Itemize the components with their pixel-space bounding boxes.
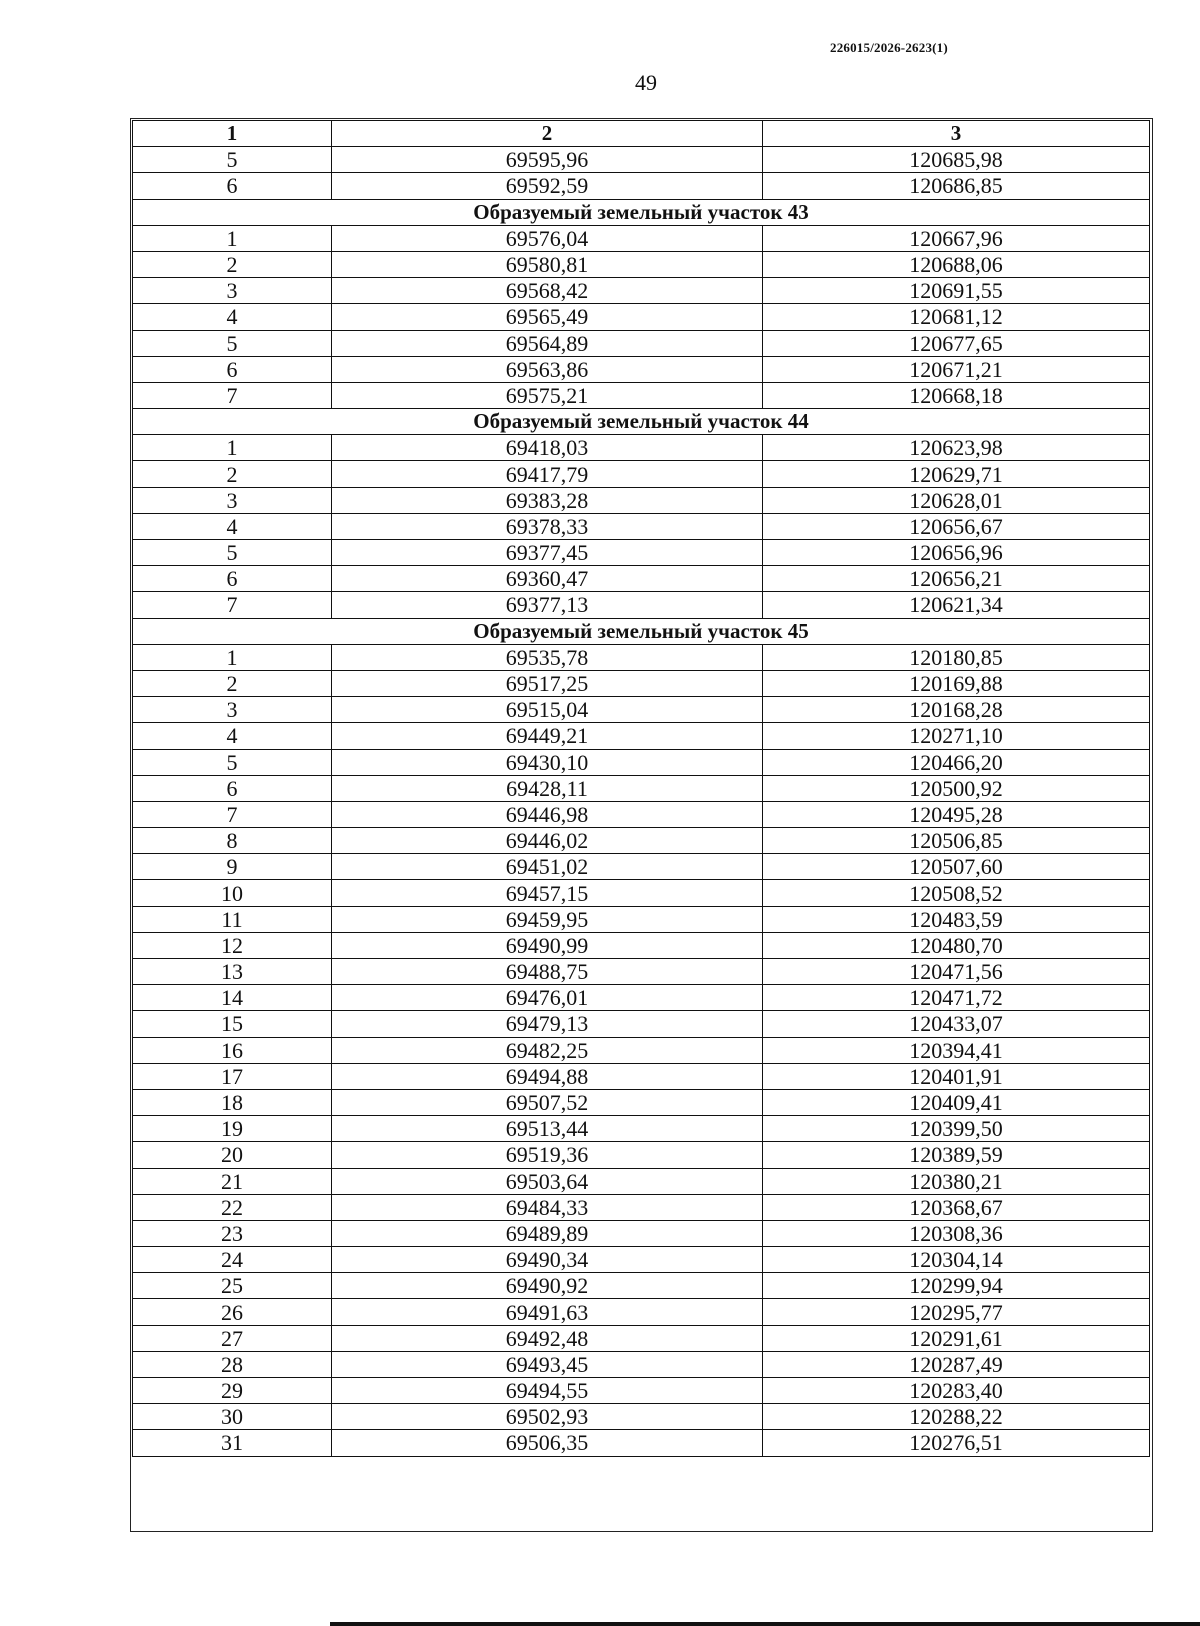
table-row xyxy=(133,1116,1150,1142)
y-coordinate-cell: 120656,96 xyxy=(763,540,1150,566)
x-coordinate-cell: 69535,78 xyxy=(332,644,763,670)
point-number-cell: 7 xyxy=(133,592,332,618)
x-coordinate-cell: 69506,35 xyxy=(332,1430,763,1456)
section-row xyxy=(133,618,1150,644)
table-row xyxy=(133,1089,1150,1115)
table-row xyxy=(133,330,1150,356)
x-coordinate-cell: 69428,11 xyxy=(332,775,763,801)
x-coordinate-cell: 69503,64 xyxy=(332,1168,763,1194)
y-coordinate-cell: 120621,34 xyxy=(763,592,1150,618)
table-body xyxy=(133,147,1150,1456)
x-coordinate-cell: 69502,93 xyxy=(332,1404,763,1430)
y-coordinate-cell: 120409,41 xyxy=(763,1089,1150,1115)
y-coordinate-cell: 120506,85 xyxy=(763,828,1150,854)
table-row xyxy=(133,854,1150,880)
x-coordinate-cell: 69479,13 xyxy=(332,1011,763,1037)
table-row xyxy=(133,278,1150,304)
table-row xyxy=(133,1378,1150,1404)
column-header-x: 2 xyxy=(332,121,763,147)
x-coordinate-cell: 69580,81 xyxy=(332,251,763,277)
point-number-cell: 4 xyxy=(133,304,332,330)
y-coordinate-cell: 120466,20 xyxy=(763,749,1150,775)
point-number-cell: 16 xyxy=(133,1037,332,1063)
table-row xyxy=(133,1142,1150,1168)
table-row xyxy=(133,1404,1150,1430)
x-coordinate-cell: 69490,92 xyxy=(332,1273,763,1299)
y-coordinate-cell: 120304,14 xyxy=(763,1247,1150,1273)
y-coordinate-cell: 120308,36 xyxy=(763,1220,1150,1246)
y-coordinate-cell: 120483,59 xyxy=(763,906,1150,932)
section-title: Образуемый земельный участок 44 xyxy=(133,409,1150,435)
x-coordinate-cell: 69451,02 xyxy=(332,854,763,880)
x-coordinate-cell: 69563,86 xyxy=(332,356,763,382)
table-row xyxy=(133,1220,1150,1246)
y-coordinate-cell: 120685,98 xyxy=(763,147,1150,173)
y-coordinate-cell: 120623,98 xyxy=(763,435,1150,461)
x-coordinate-cell: 69493,45 xyxy=(332,1351,763,1377)
point-number-cell: 17 xyxy=(133,1063,332,1089)
x-coordinate-cell: 69418,03 xyxy=(332,435,763,461)
x-coordinate-cell: 69488,75 xyxy=(332,959,763,985)
y-coordinate-cell: 120629,71 xyxy=(763,461,1150,487)
table-row xyxy=(133,251,1150,277)
point-number-cell: 28 xyxy=(133,1351,332,1377)
point-number-cell: 13 xyxy=(133,959,332,985)
y-coordinate-cell: 120169,88 xyxy=(763,670,1150,696)
x-coordinate-cell: 69494,55 xyxy=(332,1378,763,1404)
point-number-cell: 20 xyxy=(133,1142,332,1168)
y-coordinate-cell: 120271,10 xyxy=(763,723,1150,749)
point-number-cell: 6 xyxy=(133,173,332,199)
table-row xyxy=(133,906,1150,932)
x-coordinate-cell: 69482,25 xyxy=(332,1037,763,1063)
table-row xyxy=(133,828,1150,854)
y-coordinate-cell: 120288,22 xyxy=(763,1404,1150,1430)
point-number-cell: 26 xyxy=(133,1299,332,1325)
y-coordinate-cell: 120495,28 xyxy=(763,801,1150,827)
point-number-cell: 31 xyxy=(133,1430,332,1456)
table-row xyxy=(133,670,1150,696)
table-row xyxy=(133,304,1150,330)
point-number-cell: 1 xyxy=(133,644,332,670)
y-coordinate-cell: 120508,52 xyxy=(763,880,1150,906)
x-coordinate-cell: 69564,89 xyxy=(332,330,763,356)
point-number-cell: 5 xyxy=(133,540,332,566)
table-row xyxy=(133,1194,1150,1220)
point-number-cell: 22 xyxy=(133,1194,332,1220)
point-number-cell: 4 xyxy=(133,513,332,539)
table-row xyxy=(133,959,1150,985)
point-number-cell: 24 xyxy=(133,1247,332,1273)
x-coordinate-cell: 69449,21 xyxy=(332,723,763,749)
y-coordinate-cell: 120180,85 xyxy=(763,644,1150,670)
x-coordinate-cell: 69494,88 xyxy=(332,1063,763,1089)
table-row xyxy=(133,435,1150,461)
x-coordinate-cell: 69490,34 xyxy=(332,1247,763,1273)
point-number-cell: 12 xyxy=(133,932,332,958)
y-coordinate-cell: 120433,07 xyxy=(763,1011,1150,1037)
y-coordinate-cell: 120500,92 xyxy=(763,775,1150,801)
x-coordinate-cell: 69491,63 xyxy=(332,1299,763,1325)
y-coordinate-cell: 120656,21 xyxy=(763,566,1150,592)
table-row xyxy=(133,1325,1150,1351)
point-number-cell: 4 xyxy=(133,723,332,749)
y-coordinate-cell: 120686,85 xyxy=(763,173,1150,199)
table-row xyxy=(133,1273,1150,1299)
y-coordinate-cell: 120471,56 xyxy=(763,959,1150,985)
x-coordinate-cell: 69517,25 xyxy=(332,670,763,696)
y-coordinate-cell: 120291,61 xyxy=(763,1325,1150,1351)
x-coordinate-cell: 69378,33 xyxy=(332,513,763,539)
point-number-cell: 3 xyxy=(133,697,332,723)
table-row xyxy=(133,1037,1150,1063)
point-number-cell: 3 xyxy=(133,487,332,513)
point-number-cell: 2 xyxy=(133,670,332,696)
y-coordinate-cell: 120380,21 xyxy=(763,1168,1150,1194)
section-title: Образуемый земельный участок 43 xyxy=(133,199,1150,225)
point-number-cell: 8 xyxy=(133,828,332,854)
section-row xyxy=(133,199,1150,225)
y-coordinate-cell: 120168,28 xyxy=(763,697,1150,723)
point-number-cell: 2 xyxy=(133,461,332,487)
y-coordinate-cell: 120480,70 xyxy=(763,932,1150,958)
x-coordinate-cell: 69575,21 xyxy=(332,382,763,408)
point-number-cell: 11 xyxy=(133,906,332,932)
table-row xyxy=(133,775,1150,801)
table-row xyxy=(133,1299,1150,1325)
point-number-cell: 21 xyxy=(133,1168,332,1194)
y-coordinate-cell: 120283,40 xyxy=(763,1378,1150,1404)
x-coordinate-cell: 69430,10 xyxy=(332,749,763,775)
table-row xyxy=(133,461,1150,487)
point-number-cell: 23 xyxy=(133,1220,332,1246)
section-title: Образуемый земельный участок 45 xyxy=(133,618,1150,644)
x-coordinate-cell: 69446,98 xyxy=(332,801,763,827)
y-coordinate-cell: 120299,94 xyxy=(763,1273,1150,1299)
point-number-cell: 25 xyxy=(133,1273,332,1299)
point-number-cell: 29 xyxy=(133,1378,332,1404)
x-coordinate-cell: 69519,36 xyxy=(332,1142,763,1168)
point-number-cell: 3 xyxy=(133,278,332,304)
document-number: 226015/2026-2623(1) xyxy=(830,40,948,55)
table-row xyxy=(133,147,1150,173)
y-coordinate-cell: 120688,06 xyxy=(763,251,1150,277)
y-coordinate-cell: 120507,60 xyxy=(763,854,1150,880)
x-coordinate-cell: 69565,49 xyxy=(332,304,763,330)
x-coordinate-cell: 69459,95 xyxy=(332,906,763,932)
table-row xyxy=(133,592,1150,618)
column-header-y: 3 xyxy=(763,121,1150,147)
point-number-cell: 5 xyxy=(133,147,332,173)
point-number-cell: 1 xyxy=(133,225,332,251)
y-coordinate-cell: 120287,49 xyxy=(763,1351,1150,1377)
x-coordinate-cell: 69489,89 xyxy=(332,1220,763,1246)
table-row xyxy=(133,356,1150,382)
y-coordinate-cell: 120389,59 xyxy=(763,1142,1150,1168)
table-row xyxy=(133,1063,1150,1089)
scan-edge-line xyxy=(330,1622,1200,1626)
x-coordinate-cell: 69592,59 xyxy=(332,173,763,199)
table-row xyxy=(133,382,1150,408)
y-coordinate-cell: 120471,72 xyxy=(763,985,1150,1011)
x-coordinate-cell: 69383,28 xyxy=(332,487,763,513)
table-row xyxy=(133,880,1150,906)
table-row xyxy=(133,1011,1150,1037)
table-row xyxy=(133,644,1150,670)
point-number-cell: 10 xyxy=(133,880,332,906)
table-row xyxy=(133,566,1150,592)
table-row xyxy=(133,1351,1150,1377)
column-header-point-number: 1 xyxy=(133,121,332,147)
y-coordinate-cell: 120368,67 xyxy=(763,1194,1150,1220)
point-number-cell: 5 xyxy=(133,330,332,356)
point-number-cell: 27 xyxy=(133,1325,332,1351)
x-coordinate-cell: 69595,96 xyxy=(332,147,763,173)
y-coordinate-cell: 120401,91 xyxy=(763,1063,1150,1089)
x-coordinate-cell: 69446,02 xyxy=(332,828,763,854)
x-coordinate-cell: 69457,15 xyxy=(332,880,763,906)
y-coordinate-cell: 120276,51 xyxy=(763,1430,1150,1456)
x-coordinate-cell: 69576,04 xyxy=(332,225,763,251)
x-coordinate-cell: 69476,01 xyxy=(332,985,763,1011)
x-coordinate-cell: 69492,48 xyxy=(332,1325,763,1351)
table-row xyxy=(133,749,1150,775)
table-row xyxy=(133,487,1150,513)
y-coordinate-cell: 120656,67 xyxy=(763,513,1150,539)
point-number-cell: 18 xyxy=(133,1089,332,1115)
y-coordinate-cell: 120667,96 xyxy=(763,225,1150,251)
y-coordinate-cell: 120628,01 xyxy=(763,487,1150,513)
table-row xyxy=(133,1430,1150,1456)
x-coordinate-cell: 69377,13 xyxy=(332,592,763,618)
point-number-cell: 9 xyxy=(133,854,332,880)
point-number-cell: 7 xyxy=(133,382,332,408)
point-number-cell: 2 xyxy=(133,251,332,277)
point-number-cell: 14 xyxy=(133,985,332,1011)
table-row xyxy=(133,985,1150,1011)
x-coordinate-cell: 69568,42 xyxy=(332,278,763,304)
x-coordinate-cell: 69515,04 xyxy=(332,697,763,723)
table-row xyxy=(133,225,1150,251)
y-coordinate-cell: 120399,50 xyxy=(763,1116,1150,1142)
x-coordinate-cell: 69360,47 xyxy=(332,566,763,592)
coordinates-table xyxy=(132,120,1150,1457)
x-coordinate-cell: 69484,33 xyxy=(332,1194,763,1220)
point-number-cell: 6 xyxy=(133,566,332,592)
y-coordinate-cell: 120394,41 xyxy=(763,1037,1150,1063)
y-coordinate-cell: 120691,55 xyxy=(763,278,1150,304)
table-row xyxy=(133,1168,1150,1194)
point-number-cell: 6 xyxy=(133,356,332,382)
point-number-cell: 7 xyxy=(133,801,332,827)
x-coordinate-cell: 69377,45 xyxy=(332,540,763,566)
x-coordinate-cell: 69507,52 xyxy=(332,1089,763,1115)
table-row xyxy=(133,1247,1150,1273)
table-header-row xyxy=(133,121,1150,147)
section-row xyxy=(133,409,1150,435)
point-number-cell: 30 xyxy=(133,1404,332,1430)
table-row xyxy=(133,932,1150,958)
table-row xyxy=(133,697,1150,723)
page-number: 49 xyxy=(635,70,657,95)
y-coordinate-cell: 120681,12 xyxy=(763,304,1150,330)
x-coordinate-cell: 69513,44 xyxy=(332,1116,763,1142)
point-number-cell: 5 xyxy=(133,749,332,775)
table-row xyxy=(133,173,1150,199)
table-row xyxy=(133,801,1150,827)
table-row xyxy=(133,723,1150,749)
table-row xyxy=(133,540,1150,566)
x-coordinate-cell: 69490,99 xyxy=(332,932,763,958)
y-coordinate-cell: 120677,65 xyxy=(763,330,1150,356)
point-number-cell: 15 xyxy=(133,1011,332,1037)
y-coordinate-cell: 120295,77 xyxy=(763,1299,1150,1325)
y-coordinate-cell: 120671,21 xyxy=(763,356,1150,382)
table-row xyxy=(133,513,1150,539)
point-number-cell: 1 xyxy=(133,435,332,461)
x-coordinate-cell: 69417,79 xyxy=(332,461,763,487)
point-number-cell: 19 xyxy=(133,1116,332,1142)
y-coordinate-cell: 120668,18 xyxy=(763,382,1150,408)
point-number-cell: 6 xyxy=(133,775,332,801)
